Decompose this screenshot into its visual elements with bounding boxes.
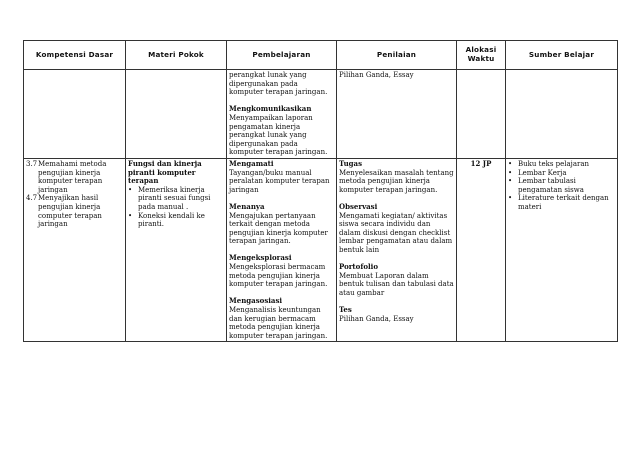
header-kompetensi-dasar: Kompetensi Dasar bbox=[24, 41, 126, 70]
header-penilaian: Penilaian bbox=[337, 41, 457, 70]
bullet-icon: • bbox=[508, 159, 513, 168]
portofolio-heading: Portofolio bbox=[339, 262, 379, 272]
mengamati-heading: Mengamati bbox=[229, 158, 274, 168]
materi-title: Fungsi dan kinerja piranti komputer terapan bbox=[128, 158, 202, 186]
kd-cell-empty bbox=[24, 70, 126, 159]
alokasi-cell-empty bbox=[457, 70, 506, 159]
tes-heading: Tes bbox=[339, 305, 352, 315]
bullet-icon: • bbox=[128, 211, 133, 220]
tugas-heading: Tugas bbox=[339, 158, 363, 168]
list-item: • Memeriksa kinerja piranti sesuai fungsi pada manual . bbox=[128, 185, 211, 211]
mengasosiasi-text: Menganalisis keuntungan dan kerugian bermacam metoda pengujian kinerja komputer terapan jaringan. bbox=[229, 306, 328, 340]
tes-text: Pilihan Ganda, Essay bbox=[339, 314, 414, 323]
pembelajaran-cell bbox=[227, 158, 337, 341]
table-row bbox=[24, 158, 618, 341]
penilaian-cell-continued bbox=[337, 70, 457, 159]
table-row bbox=[24, 70, 618, 159]
header-sumber-belajar: Sumber Belajar bbox=[506, 41, 618, 70]
tugas-text: Menyelesaikan masalah tentang metoda pengujian kinerja komputer terapan jaringan. bbox=[339, 168, 454, 194]
bullet-icon: • bbox=[128, 185, 133, 194]
syllabus-table bbox=[23, 40, 618, 342]
menanya-text: Mengajukan pertanyaan terkait dengan metoda pengujian kinerja komputer terapan jaringan. bbox=[229, 211, 328, 246]
bullet-icon: • bbox=[508, 168, 513, 177]
penilaian-continued-text: Pilihan Ganda, Essay bbox=[339, 71, 414, 79]
sumber-list bbox=[508, 160, 615, 212]
kd-number: 3.7 bbox=[26, 159, 38, 168]
pembelajaran-continued-text: perangkat lunak yang dipergunakan pada komputer terapan jaringan. bbox=[229, 71, 328, 97]
list-item: • Lembar tabulasi pengamatan siswa bbox=[508, 177, 584, 194]
materi-cell bbox=[126, 158, 227, 341]
mengasosiasi-heading: Mengasosiasi bbox=[229, 296, 283, 306]
observasi-text: Mengamati kegiatan/ aktivitas siswa secara individu dan dalam diskusi dengan checklist lembar pengamatan atau dalam bentuk lain bbox=[339, 211, 453, 254]
list-item: • Lembar Kerja bbox=[508, 168, 567, 177]
sumber-cell bbox=[506, 158, 618, 341]
sumber-cell-empty bbox=[506, 70, 618, 159]
materi-list bbox=[128, 186, 224, 229]
penilaian-cell bbox=[337, 158, 457, 341]
kd-text: Memahami metoda pengujian kinerja komputer terapan jaringan bbox=[38, 159, 107, 194]
menanya-heading: Menanya bbox=[229, 201, 265, 211]
kd-item bbox=[26, 194, 123, 228]
mengamati-text: Tayangan/buku manual peralatan komputer terapan jaringan bbox=[229, 168, 330, 194]
mengeksplorasi-heading: Mengeksplorasi bbox=[229, 253, 292, 263]
kd-cell bbox=[24, 158, 126, 341]
kd-number: 4.7 bbox=[26, 194, 38, 203]
materi-cell-empty bbox=[126, 70, 227, 159]
kd-item bbox=[26, 160, 123, 194]
mengkomunikasikan-text: Menyampaikan laporan pengamatan kinerja perangkat lunak yang dipergunakan pada komputer terapan jaringan. bbox=[229, 113, 328, 157]
mengkomunikasikan-heading: Mengkomunikasikan bbox=[229, 104, 312, 114]
kd-text: Menyajikan hasil pengujian kinerja computer terapan jaringan bbox=[38, 194, 102, 229]
list-item: • Buku teks pelajaran bbox=[508, 159, 590, 168]
header-alokasi-waktu: Alokasi Waktu bbox=[457, 41, 506, 70]
header-row bbox=[24, 41, 618, 70]
list-item: • Koneksi kendali ke piranti. bbox=[128, 211, 205, 229]
bullet-icon: • bbox=[508, 194, 513, 203]
mengeksplorasi-text: Mengeksplorasi bermacam metoda pengujian kinerja komputer terapan jaringan. bbox=[229, 263, 328, 289]
portofolio-text: Membuat Laporan dalam bentuk tulisan dan tabulasi data atau gambar bbox=[339, 271, 454, 297]
bullet-icon: • bbox=[508, 177, 513, 186]
observasi-heading: Observasi bbox=[339, 201, 378, 211]
alokasi-cell bbox=[457, 158, 506, 341]
alokasi-value: 12 JP bbox=[470, 158, 492, 168]
list-item: • Literature terkait dengan materi bbox=[508, 194, 609, 211]
header-pembelajaran: Pembelajaran bbox=[227, 41, 337, 70]
pembelajaran-cell-continued bbox=[227, 70, 337, 159]
header-materi-pokok: Materi Pokok bbox=[126, 41, 227, 70]
